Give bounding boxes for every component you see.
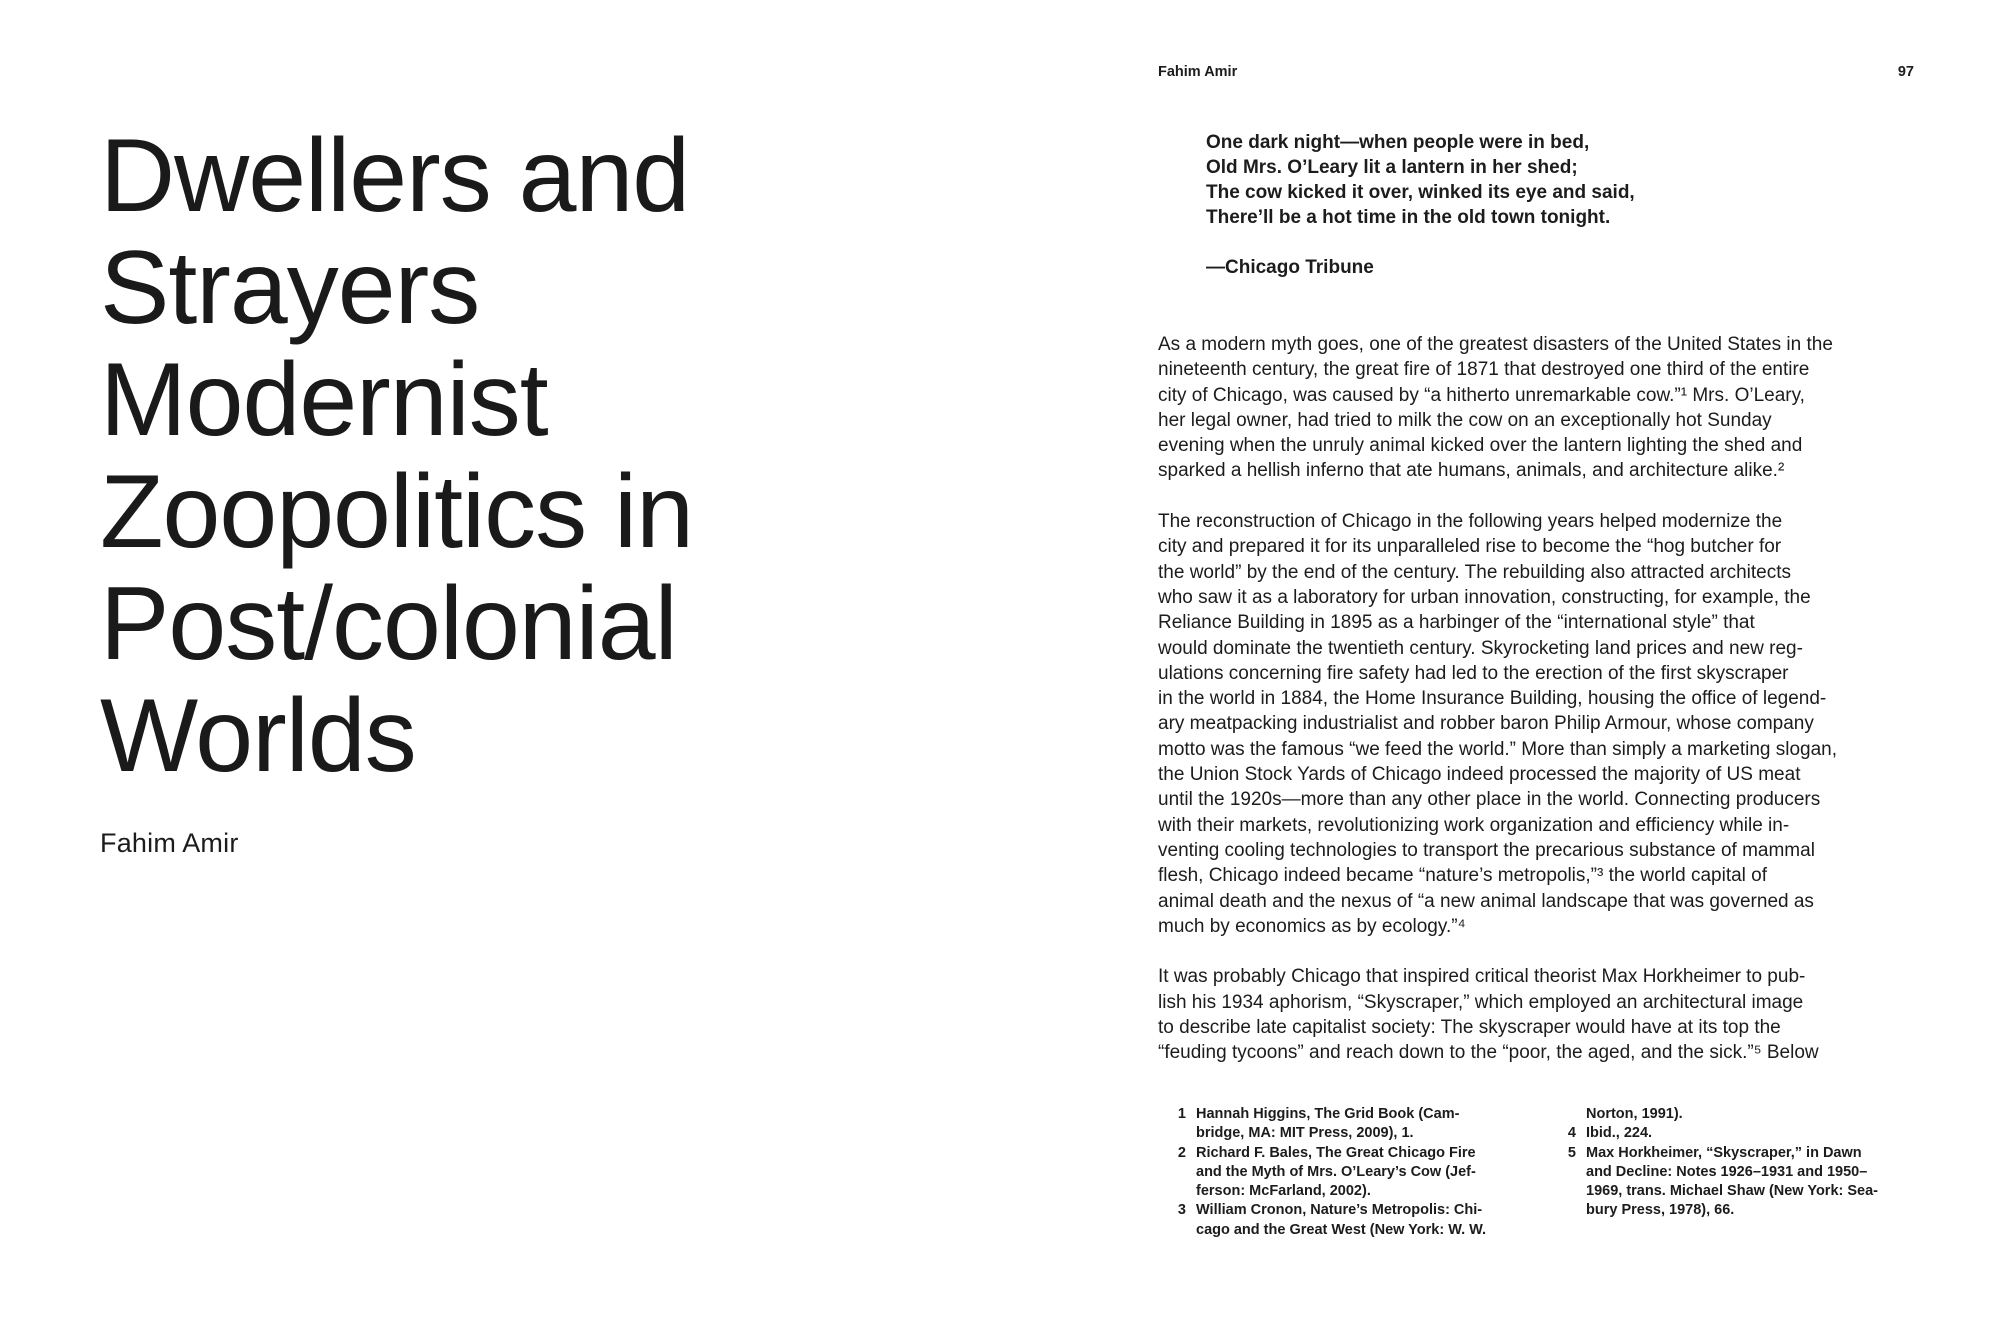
text-line: “feuding tycoons” and reach down to the “poor, the aged, and the sick.”⁵ Below	[1158, 1042, 1819, 1064]
text-line: flesh, Chicago indeed became “nature’s metropolis,”³ the world capital of	[1158, 865, 1768, 887]
footnote	[1560, 1144, 1920, 1221]
body-text	[1158, 332, 1928, 1091]
text-line: nineteenth century, the great fire of 1871 that destroyed one third of the entire	[1158, 359, 1810, 381]
footnotes-column-2	[1560, 1105, 1920, 1221]
footnote-text-line: Richard F. Bales, The Great Chicago Fire	[1196, 1144, 1476, 1161]
footnote-text-line: Hannah Higgins, The Grid Book (Cam-	[1196, 1106, 1460, 1122]
body-paragraph	[1158, 509, 1928, 939]
footnote-text-line: bridge, MA: MIT Press, 2009), 1.	[1196, 1125, 1414, 1142]
epigraph-attribution: —Chicago Tribune	[1206, 257, 1374, 278]
footnote-continuation: Norton, 1991).	[1586, 1106, 1683, 1122]
page-number: 97	[1897, 64, 1914, 80]
text-line: As a modern myth goes, one of the greatest disasters of the United States in the	[1158, 334, 1833, 355]
running-head-author: Fahim Amir	[1158, 64, 1238, 80]
text-line: The reconstruction of Chicago in the following years helped modernize the	[1158, 511, 1783, 533]
footnote-number: 2	[1177, 1144, 1186, 1161]
text-line: ulations concerning fire safety had led to the erection of the first skyscraper	[1158, 662, 1789, 684]
text-line: ary meatpacking industrialist and robber baron Philip Armour, whose company	[1158, 713, 1814, 735]
chapter-title-block	[100, 120, 920, 859]
text-line: evening when the unruly animal kicked over the lantern lighting the shed and	[1158, 435, 1803, 457]
text-line: in the world in 1884, the Home Insurance Building, housing the office of legend-	[1158, 688, 1827, 710]
chapter-author: Fahim Amir	[100, 828, 239, 858]
subtitle-line: Zoopolitics in	[100, 454, 693, 570]
footnote	[1560, 1124, 1920, 1143]
epigraph-line: There’ll be a hot time in the old town tonight.	[1206, 207, 1611, 228]
text-line: her legal owner, had tried to milk the cow on an exceptionally hot Sunday	[1158, 409, 1772, 431]
footnotes-column-2-list	[1560, 1124, 1920, 1220]
footnote	[1170, 1201, 1540, 1240]
footnote	[1170, 1105, 1540, 1144]
epigraph	[1206, 130, 1906, 280]
text-line: much by economics as by ecology.”⁴	[1158, 915, 1466, 937]
text-line: the Union Stock Yards of Chicago indeed processed the majority of US meat	[1158, 764, 1801, 786]
footnote-number: 5	[1567, 1144, 1576, 1161]
title-main-line: Strayers	[100, 230, 480, 346]
footnote-text-line: and Decline: Notes 1926–1931 and 1950–	[1586, 1163, 1868, 1180]
footnote-number: 4	[1567, 1125, 1576, 1142]
subtitle-line: Worlds	[100, 678, 416, 794]
right-page	[1000, 0, 2000, 1333]
footnote-text-line: Ibid., 224.	[1586, 1125, 1653, 1142]
text-line: It was probably Chicago that inspired critical theorist Max Horkheimer to pub-	[1158, 966, 1806, 988]
footnote	[1170, 1144, 1540, 1202]
text-line: to describe late capitalist society: The skyscraper would have at its top the	[1158, 1017, 1781, 1039]
subtitle-line: Modernist	[100, 342, 548, 458]
footnote-number: 3	[1177, 1202, 1186, 1219]
footnote-text-line: 1969, trans. Michael Shaw (New York: Sea-	[1586, 1183, 1878, 1200]
epigraph-line: Old Mrs. O’Leary lit a lantern in her shed;	[1206, 157, 1578, 178]
text-line: city of Chicago, was caused by “a hitherto unremarkable cow.”¹ Mrs. O’Leary,	[1158, 384, 1805, 406]
body-paragraph	[1158, 332, 1928, 484]
epigraph-line: The cow kicked it over, winked its eye and said,	[1206, 182, 1635, 203]
text-line: Reliance Building in 1895 as a harbinger of the “international style” that	[1158, 612, 1755, 634]
footnote-text-line: and the Myth of Mrs. O’Leary’s Cow (Jef-	[1196, 1163, 1476, 1180]
title-main-line: Dwellers and	[100, 118, 690, 234]
epigraph-line: One dark night—when people were in bed,	[1206, 132, 1590, 153]
body-paragraph	[1158, 964, 1928, 1065]
running-head	[1158, 64, 1914, 86]
footnote-text-line: cago and the Great West (New York: W. W.	[1196, 1221, 1487, 1238]
footnotes-column-1	[1170, 1105, 1540, 1240]
subtitle-line: Post/colonial	[100, 566, 677, 682]
footnote-number: 1	[1177, 1106, 1186, 1122]
text-line: with their markets, revolutionizing work organization and efficiency while in-	[1158, 814, 1790, 836]
text-line: who saw it as a laboratory for urban innovation, constructing, for example, the	[1158, 586, 1811, 608]
footnote-text-line: Max Horkheimer, “Skyscraper,” in Dawn	[1586, 1144, 1862, 1161]
text-line: venting cooling technologies to transport the precarious substance of mammal	[1158, 839, 1815, 861]
text-line: city and prepared it for its unparalleled rise to become the “hog butcher for	[1158, 536, 1782, 558]
footnote-text-line: ferson: McFarland, 2002).	[1196, 1183, 1371, 1200]
text-line: the world” by the end of the century. The rebuilding also attracted architects	[1158, 561, 1791, 583]
text-line: would dominate the twentieth century. Skyrocketing land prices and new reg-	[1158, 637, 1803, 659]
text-line: motto was the famous “we feed the world.” More than simply a marketing slogan,	[1158, 738, 1838, 760]
text-line: until the 1920s—more than any other place in the world. Connecting producers	[1158, 789, 1821, 811]
footnote-text-line: William Cronon, Nature’s Metropolis: Chi-	[1196, 1202, 1483, 1219]
text-line: sparked a hellish inferno that ate humans, animals, and architecture alike.²	[1158, 460, 1785, 482]
text-line: lish his 1934 aphorism, “Skyscraper,” which employed an architectural image	[1158, 991, 1804, 1013]
footnote-text-line: bury Press, 1978), 66.	[1586, 1202, 1735, 1219]
text-line: animal death and the nexus of “a new animal landscape that was governed as	[1158, 890, 1814, 912]
